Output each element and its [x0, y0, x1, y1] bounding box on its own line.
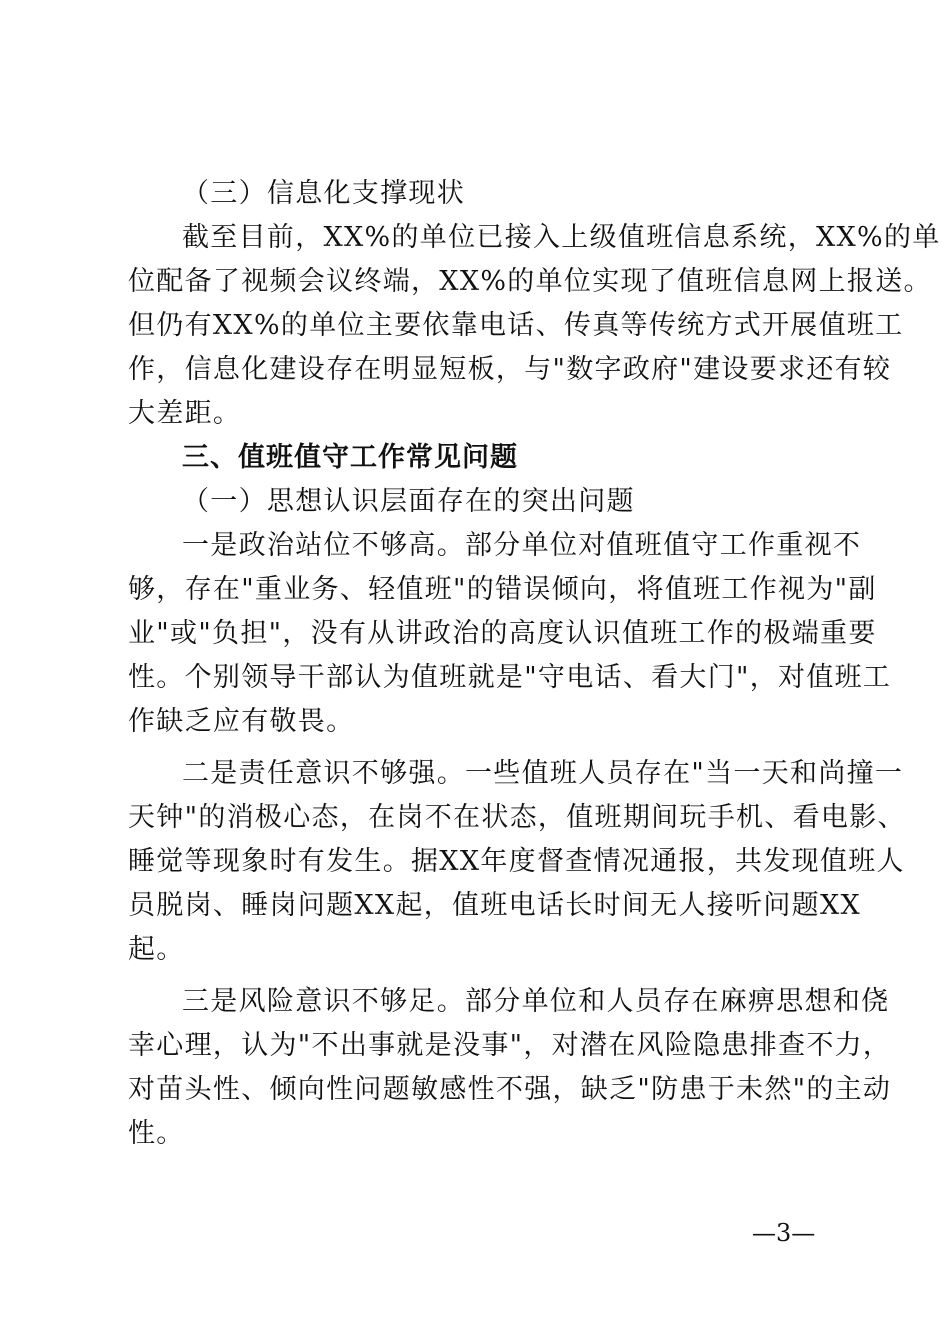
- paragraph-line: 性。: [128, 1118, 185, 1149]
- paragraph-line: 截至目前，XX%的单位已接入上级值班信息系统，XX%的单: [182, 222, 941, 253]
- page-number: —3—: [752, 1219, 816, 1247]
- paragraph-line: 但仍有XX%的单位主要依靠电话、传真等传统方式开展值班工: [128, 310, 904, 341]
- paragraph-responsibility: [128, 752, 906, 972]
- paragraph-line: 作，信息化建设存在明显短板，与"数字政府"建设要求还有较: [128, 354, 892, 385]
- paragraph-political-stance: [128, 524, 892, 744]
- paragraph-line: 大差距。: [128, 398, 242, 429]
- document-body: [128, 172, 941, 1156]
- subsection-heading-1: （一）思想认识层面存在的突出问题: [182, 486, 635, 517]
- paragraph-line: 二是责任意识不够强。一些值班人员存在"当一天和尚撞一: [182, 758, 904, 789]
- paragraph-line: 幸心理，认为"不出事就是没事"，对潜在风险隐患排查不力，: [128, 1030, 892, 1061]
- paragraph-line: 够，存在"重业务、轻值班"的错误倾向，将值班工作视为"副: [128, 574, 877, 605]
- paragraph-line: 员脱岗、睡岗问题XX起，值班电话长时间无人接听问题XX: [128, 890, 861, 921]
- paragraph-line: 睡觉等现象时有发生。据XX年度督查情况通报，共发现值班人: [128, 846, 905, 877]
- paragraph-line: 三是风险意识不够足。部分单位和人员存在麻痹思想和侥: [182, 986, 890, 1017]
- paragraph-line: 一是政治站位不够高。部分单位对值班值守工作重视不: [182, 530, 862, 561]
- paragraph-line: 性。个别领导干部认为值班就是"守电话、看大门"，对值班工: [128, 662, 892, 693]
- paragraph-line: 对苗头性、倾向性问题敏感性不强，缺乏"防患于未然"的主动: [128, 1074, 892, 1105]
- paragraph-line: 位配备了视频会议终端，XX%的单位实现了值班信息网上报送。: [128, 266, 932, 297]
- section-heading-3: 三、值班值守工作常见问题: [182, 442, 518, 473]
- paragraph-line: 业"或"负担"，没有从讲政治的高度认识值班工作的极端重要: [128, 618, 877, 649]
- paragraph-informatization: [128, 216, 941, 436]
- paragraph-risk-awareness: [128, 980, 892, 1156]
- subsection-heading-3: （三）信息化支撑现状: [182, 178, 465, 209]
- paragraph-line: 作缺乏应有敬畏。: [128, 706, 355, 737]
- paragraph-line: 起。: [128, 934, 185, 965]
- paragraph-line: 天钟"的消极心态，在岗不在状态，值班期间玩手机、看电影、: [128, 802, 906, 833]
